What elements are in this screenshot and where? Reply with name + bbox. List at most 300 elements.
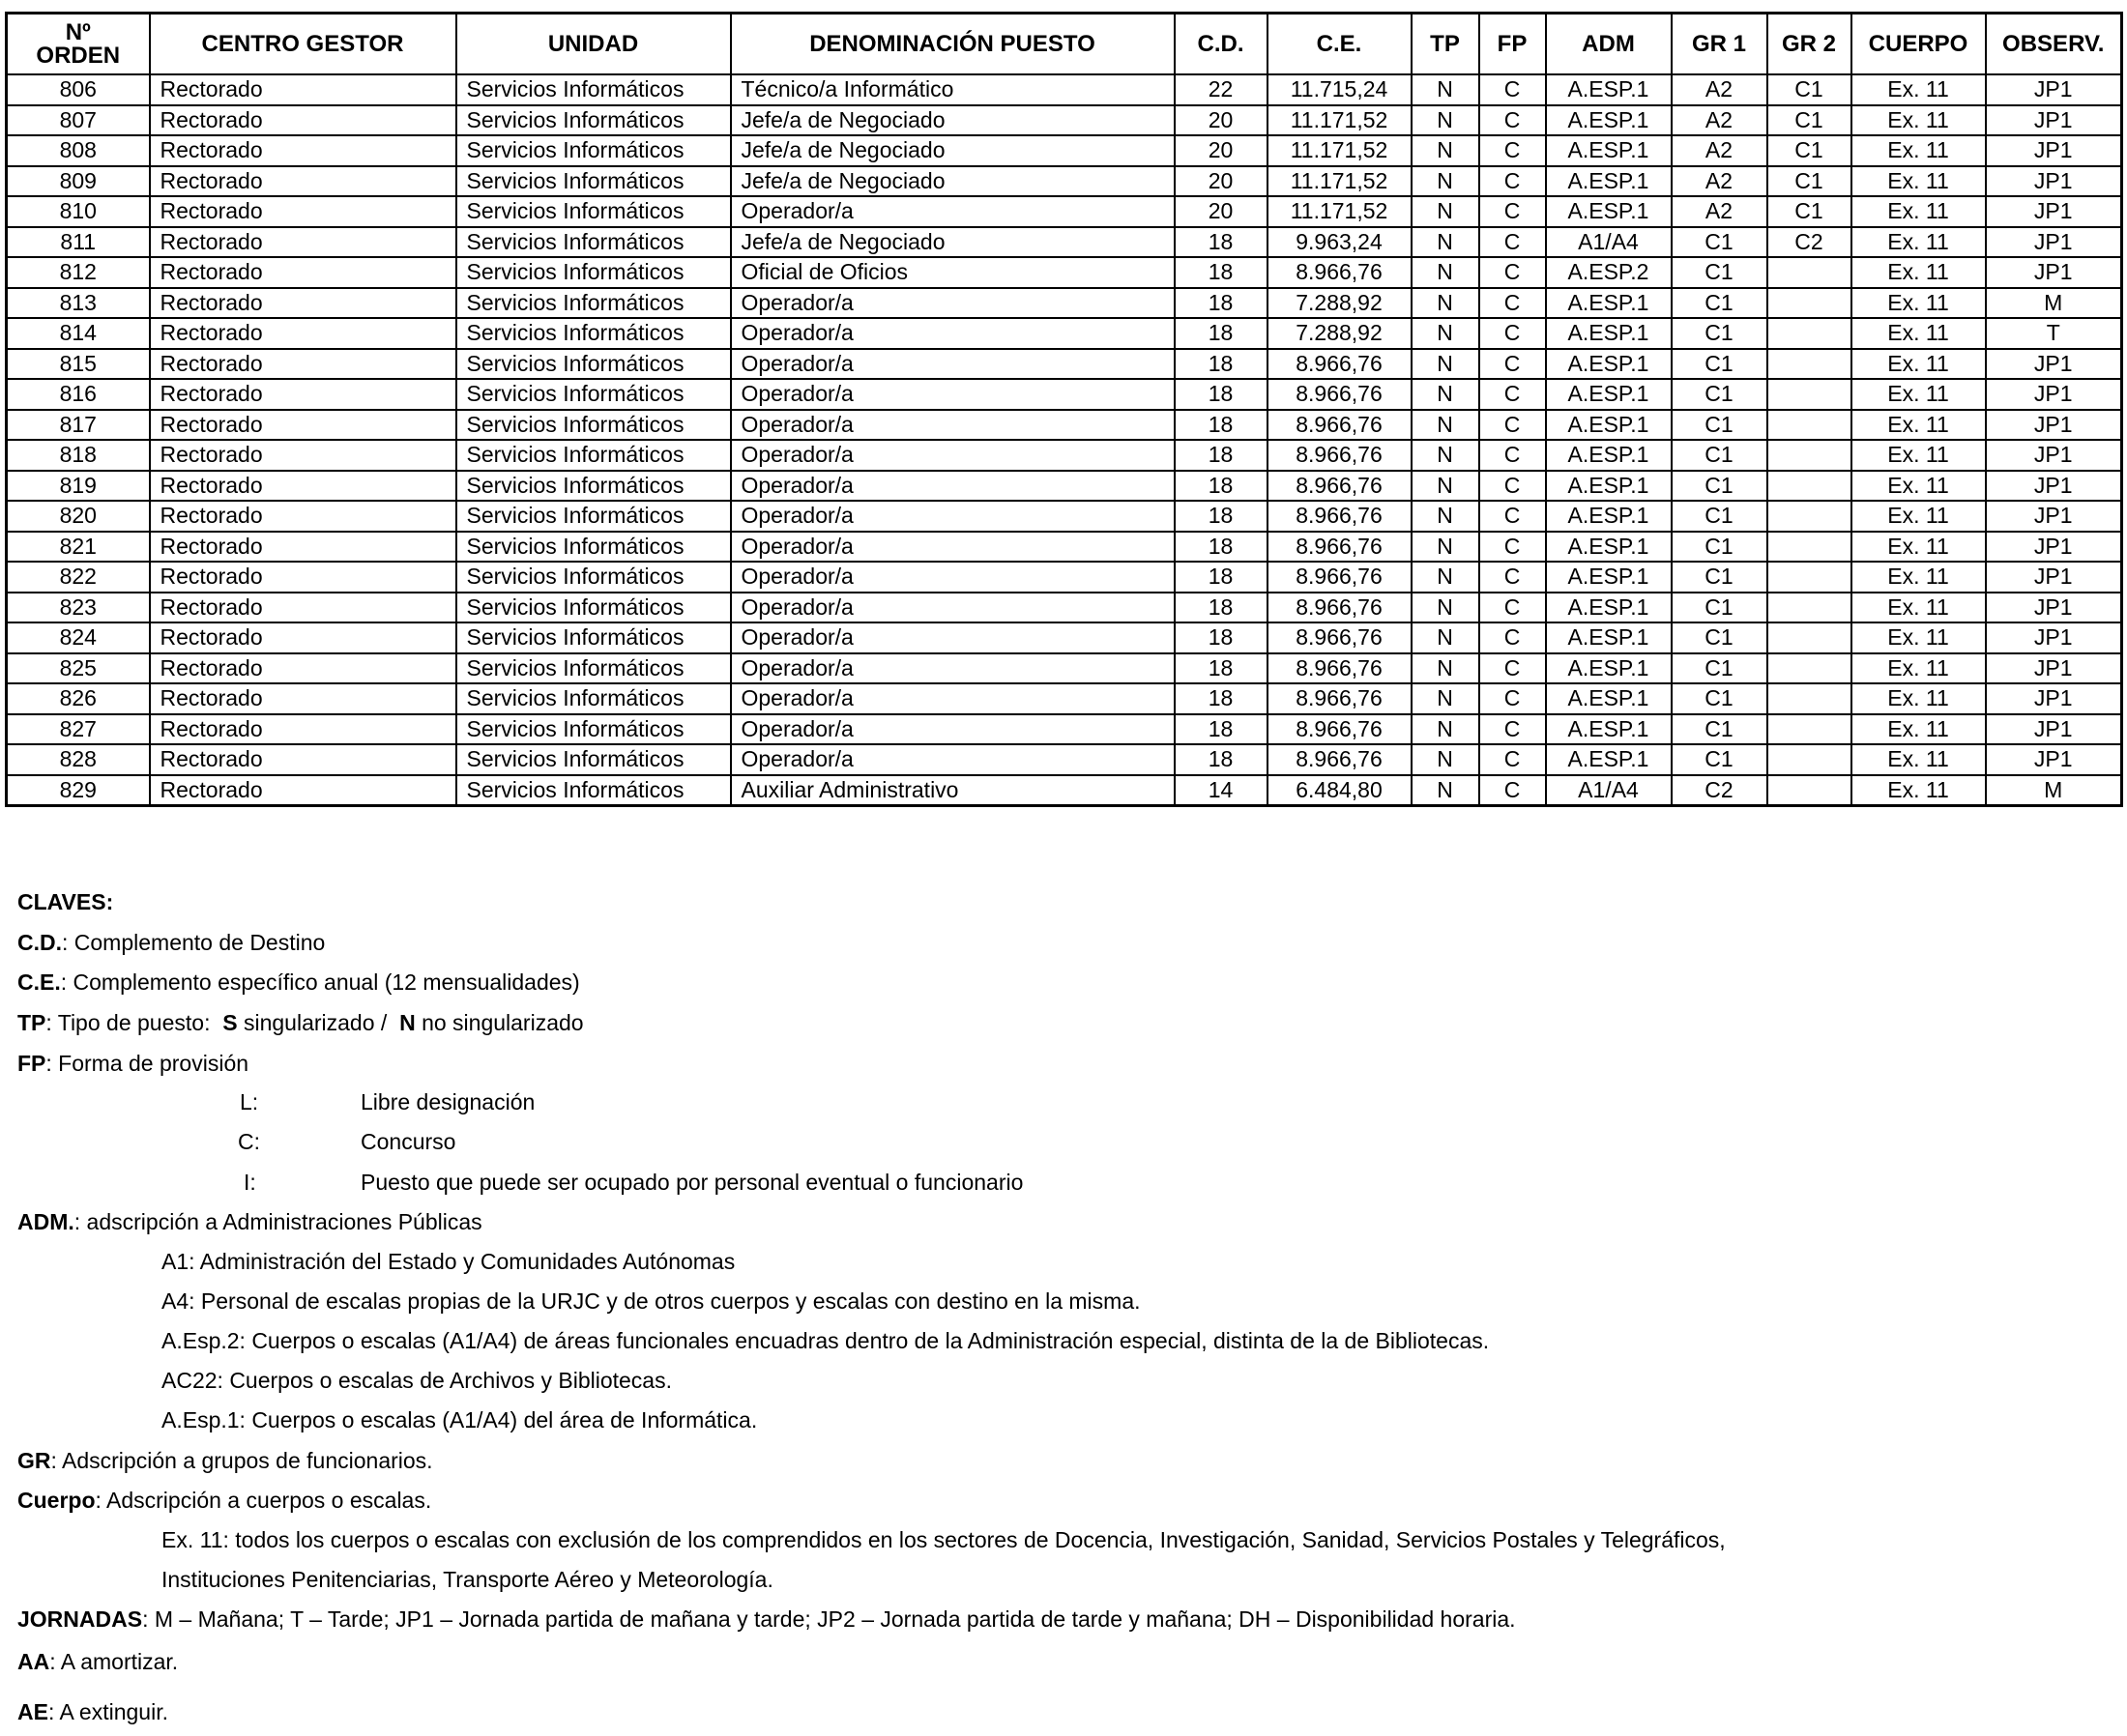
cell-cuerpo: Ex. 11	[1851, 257, 1986, 288]
cell-centro-gestor: Rectorado	[150, 532, 456, 563]
cell-gr1: C1	[1672, 227, 1767, 258]
cell-tp: N	[1412, 440, 1479, 471]
cell-unidad: Servicios Informáticos	[456, 349, 731, 380]
cell-centro-gestor: Rectorado	[150, 288, 456, 319]
cell-fp: C	[1479, 593, 1546, 623]
cell-adm: A.ESP.1	[1546, 532, 1672, 563]
cell-cuerpo: Ex. 11	[1851, 562, 1986, 593]
table-row	[7, 775, 2122, 806]
cell-tp: N	[1412, 318, 1479, 349]
cell-centro-gestor: Rectorado	[150, 74, 456, 105]
cell-cd: 18	[1175, 622, 1267, 653]
cell-fp: C	[1479, 775, 1546, 806]
table-row	[7, 683, 2122, 714]
cell-fp: C	[1479, 714, 1546, 745]
cell-cuerpo: Ex. 11	[1851, 744, 1986, 775]
cell-centro-gestor: Rectorado	[150, 135, 456, 166]
cell-unidad: Servicios Informáticos	[456, 105, 731, 136]
table-row	[7, 532, 2122, 563]
cell-centro-gestor: Rectorado	[150, 471, 456, 502]
cell-ce: 8.966,76	[1267, 257, 1412, 288]
cell-gr2	[1767, 532, 1851, 563]
cell-orden: 808	[7, 135, 150, 166]
cell-denominacion: Operador/a	[731, 593, 1175, 623]
cell-fp: C	[1479, 622, 1546, 653]
cell-gr1: C1	[1672, 349, 1767, 380]
cell-cd: 18	[1175, 257, 1267, 288]
cell-orden: 825	[7, 653, 150, 684]
cell-unidad: Servicios Informáticos	[456, 683, 731, 714]
legend-cuerpo-ex11: Ex. 11: todos los cuerpos o escalas con exclusión de los comprendidos en los sectores de Docencia, Investigación, Sanidad, Servicios Postales y Telegráficos,	[161, 1527, 1726, 1552]
cell-denominacion: Operador/a	[731, 471, 1175, 502]
cell-centro-gestor: Rectorado	[150, 744, 456, 775]
header-centro-gestor: CENTRO GESTOR	[150, 14, 456, 75]
cell-observ: JP1	[1986, 105, 2122, 136]
cell-tp: N	[1412, 288, 1479, 319]
cell-gr2	[1767, 714, 1851, 745]
cell-ce: 8.966,76	[1267, 622, 1412, 653]
cell-observ: M	[1986, 288, 2122, 319]
cell-gr1: C1	[1672, 471, 1767, 502]
cell-adm: A.ESP.1	[1546, 379, 1672, 410]
cell-adm: A.ESP.1	[1546, 562, 1672, 593]
cell-orden: 818	[7, 440, 150, 471]
cell-adm: A.ESP.1	[1546, 471, 1672, 502]
cell-observ: JP1	[1986, 74, 2122, 105]
cell-observ: JP1	[1986, 501, 2122, 532]
cell-centro-gestor: Rectorado	[150, 196, 456, 227]
cell-unidad: Servicios Informáticos	[456, 744, 731, 775]
cell-orden: 809	[7, 166, 150, 197]
cell-ce: 8.966,76	[1267, 562, 1412, 593]
positions-table	[5, 12, 2123, 807]
cell-unidad: Servicios Informáticos	[456, 135, 731, 166]
cell-cd: 22	[1175, 74, 1267, 105]
cell-observ: JP1	[1986, 410, 2122, 441]
cell-cuerpo: Ex. 11	[1851, 227, 1986, 258]
cell-denominacion: Operador/a	[731, 532, 1175, 563]
cell-centro-gestor: Rectorado	[150, 683, 456, 714]
cell-adm: A.ESP.1	[1546, 135, 1672, 166]
cell-cd: 18	[1175, 593, 1267, 623]
cell-cuerpo: Ex. 11	[1851, 653, 1986, 684]
legend-tp: TP: Tipo de puesto: S singularizado / N no singularizado	[17, 1010, 584, 1035]
cell-gr2	[1767, 622, 1851, 653]
cell-unidad: Servicios Informáticos	[456, 318, 731, 349]
cell-observ: JP1	[1986, 349, 2122, 380]
cell-ce: 8.966,76	[1267, 593, 1412, 623]
cell-observ: JP1	[1986, 135, 2122, 166]
cell-tp: N	[1412, 653, 1479, 684]
cell-orden: 820	[7, 501, 150, 532]
cell-cuerpo: Ex. 11	[1851, 775, 1986, 806]
cell-centro-gestor: Rectorado	[150, 775, 456, 806]
cell-centro-gestor: Rectorado	[150, 257, 456, 288]
cell-tp: N	[1412, 105, 1479, 136]
cell-adm: A.ESP.1	[1546, 196, 1672, 227]
cell-ce: 11.171,52	[1267, 135, 1412, 166]
legend-ce: C.E.: Complemento específico anual (12 mensualidades)	[17, 969, 580, 995]
cell-adm: A.ESP.1	[1546, 318, 1672, 349]
cell-denominacion: Jefe/a de Negociado	[731, 105, 1175, 136]
cell-tp: N	[1412, 349, 1479, 380]
cell-cuerpo: Ex. 11	[1851, 532, 1986, 563]
cell-orden: 814	[7, 318, 150, 349]
cell-unidad: Servicios Informáticos	[456, 775, 731, 806]
cell-gr2	[1767, 410, 1851, 441]
cell-unidad: Servicios Informáticos	[456, 196, 731, 227]
legend-cd: C.D.: Complemento de Destino	[17, 930, 326, 955]
legend-fp-code-c: C:	[238, 1129, 260, 1154]
table-row	[7, 593, 2122, 623]
cell-gr1: C1	[1672, 440, 1767, 471]
cell-denominacion: Operador/a	[731, 379, 1175, 410]
cell-observ: JP1	[1986, 379, 2122, 410]
cell-unidad: Servicios Informáticos	[456, 562, 731, 593]
cell-gr2: C1	[1767, 105, 1851, 136]
cell-tp: N	[1412, 562, 1479, 593]
cell-cuerpo: Ex. 11	[1851, 683, 1986, 714]
cell-centro-gestor: Rectorado	[150, 562, 456, 593]
cell-ce: 11.171,52	[1267, 166, 1412, 197]
cell-ce: 6.484,80	[1267, 775, 1412, 806]
cell-orden: 826	[7, 683, 150, 714]
cell-cd: 20	[1175, 135, 1267, 166]
cell-tp: N	[1412, 227, 1479, 258]
cell-orden: 824	[7, 622, 150, 653]
cell-gr2	[1767, 379, 1851, 410]
cell-fp: C	[1479, 379, 1546, 410]
legend-adm-aesp1: A.Esp.1: Cuerpos o escalas (A1/A4) del área de Informática.	[161, 1407, 758, 1432]
cell-cd: 20	[1175, 196, 1267, 227]
cell-denominacion: Jefe/a de Negociado	[731, 166, 1175, 197]
cell-adm: A1/A4	[1546, 775, 1672, 806]
legend-adm-ac22: AC22: Cuerpos o escalas de Archivos y Bibliotecas.	[161, 1368, 672, 1393]
cell-fp: C	[1479, 349, 1546, 380]
cell-centro-gestor: Rectorado	[150, 622, 456, 653]
cell-tp: N	[1412, 196, 1479, 227]
cell-gr1: A2	[1672, 74, 1767, 105]
cell-adm: A.ESP.1	[1546, 653, 1672, 684]
cell-ce: 8.966,76	[1267, 683, 1412, 714]
cell-unidad: Servicios Informáticos	[456, 166, 731, 197]
legend-adm-aesp2: A.Esp.2: Cuerpos o escalas (A1/A4) de áreas funcionales encuadras dentro de la Administración especial, distinta de la de Bibliotecas.	[161, 1328, 1490, 1353]
cell-gr2: C1	[1767, 74, 1851, 105]
cell-adm: A.ESP.1	[1546, 744, 1672, 775]
cell-centro-gestor: Rectorado	[150, 166, 456, 197]
cell-tp: N	[1412, 410, 1479, 441]
cell-centro-gestor: Rectorado	[150, 105, 456, 136]
cell-tp: N	[1412, 532, 1479, 563]
cell-cuerpo: Ex. 11	[1851, 410, 1986, 441]
cell-centro-gestor: Rectorado	[150, 501, 456, 532]
table-row	[7, 410, 2122, 441]
legend-cuerpo: Cuerpo: Adscripción a cuerpos o escalas.	[17, 1488, 432, 1513]
cell-gr1: C1	[1672, 744, 1767, 775]
cell-cd: 18	[1175, 410, 1267, 441]
cell-denominacion: Oficial de Oficios	[731, 257, 1175, 288]
cell-adm: A.ESP.1	[1546, 166, 1672, 197]
cell-gr2	[1767, 775, 1851, 806]
cell-adm: A.ESP.1	[1546, 593, 1672, 623]
legend-adm-a1: A1: Administración del Estado y Comunidades Autónomas	[161, 1249, 736, 1274]
table-row	[7, 105, 2122, 136]
table-row	[7, 714, 2122, 745]
cell-adm: A.ESP.1	[1546, 714, 1672, 745]
legend-aa: AA: A amortizar.	[17, 1649, 179, 1674]
cell-cd: 18	[1175, 562, 1267, 593]
table-row	[7, 744, 2122, 775]
table-row	[7, 471, 2122, 502]
cell-gr2	[1767, 653, 1851, 684]
cell-centro-gestor: Rectorado	[150, 653, 456, 684]
cell-adm: A.ESP.1	[1546, 440, 1672, 471]
cell-gr2: C1	[1767, 135, 1851, 166]
cell-ce: 11.171,52	[1267, 196, 1412, 227]
cell-fp: C	[1479, 166, 1546, 197]
legend-fp-desc-i: Puesto que puede ser ocupado por personal eventual o funcionario	[361, 1170, 1024, 1195]
cell-gr1: C1	[1672, 562, 1767, 593]
header-cuerpo: CUERPO	[1851, 14, 1986, 75]
cell-gr2	[1767, 318, 1851, 349]
cell-cuerpo: Ex. 11	[1851, 593, 1986, 623]
legend-adm-a4: A4: Personal de escalas propias de la URJC y de otros cuerpos y escalas con destino en la misma.	[161, 1288, 1141, 1314]
cell-ce: 7.288,92	[1267, 288, 1412, 319]
cell-observ: JP1	[1986, 683, 2122, 714]
cell-orden: 810	[7, 196, 150, 227]
cell-cd: 18	[1175, 288, 1267, 319]
cell-fp: C	[1479, 562, 1546, 593]
cell-cd: 18	[1175, 440, 1267, 471]
cell-cd: 18	[1175, 227, 1267, 258]
cell-fp: C	[1479, 196, 1546, 227]
cell-unidad: Servicios Informáticos	[456, 532, 731, 563]
cell-cuerpo: Ex. 11	[1851, 135, 1986, 166]
table-row	[7, 349, 2122, 380]
cell-denominacion: Operador/a	[731, 410, 1175, 441]
cell-gr1: C1	[1672, 379, 1767, 410]
legend-fp-code-l: L:	[240, 1089, 259, 1114]
table-row	[7, 501, 2122, 532]
cell-cuerpo: Ex. 11	[1851, 714, 1986, 745]
cell-centro-gestor: Rectorado	[150, 379, 456, 410]
header-tp: TP	[1412, 14, 1479, 75]
cell-cuerpo: Ex. 11	[1851, 74, 1986, 105]
cell-gr1: C1	[1672, 288, 1767, 319]
cell-fp: C	[1479, 744, 1546, 775]
cell-adm: A.ESP.1	[1546, 622, 1672, 653]
cell-adm: A.ESP.1	[1546, 410, 1672, 441]
cell-orden: 821	[7, 532, 150, 563]
cell-tp: N	[1412, 744, 1479, 775]
cell-cuerpo: Ex. 11	[1851, 105, 1986, 136]
cell-observ: JP1	[1986, 562, 2122, 593]
cell-observ: JP1	[1986, 744, 2122, 775]
cell-unidad: Servicios Informáticos	[456, 471, 731, 502]
cell-gr1: A2	[1672, 135, 1767, 166]
cell-gr2	[1767, 593, 1851, 623]
cell-unidad: Servicios Informáticos	[456, 622, 731, 653]
table-body	[7, 74, 2122, 806]
cell-cd: 18	[1175, 683, 1267, 714]
cell-denominacion: Operador/a	[731, 622, 1175, 653]
cell-observ: T	[1986, 318, 2122, 349]
cell-orden: 823	[7, 593, 150, 623]
cell-gr1: C1	[1672, 532, 1767, 563]
cell-unidad: Servicios Informáticos	[456, 379, 731, 410]
header-fp: FP	[1479, 14, 1546, 75]
legend-fp-desc-c: Concurso	[361, 1129, 456, 1154]
cell-tp: N	[1412, 257, 1479, 288]
header-ce: C.E.	[1267, 14, 1412, 75]
header-observ: OBSERV.	[1986, 14, 2122, 75]
cell-fp: C	[1479, 74, 1546, 105]
table-row	[7, 440, 2122, 471]
table-row	[7, 379, 2122, 410]
cell-orden: 816	[7, 379, 150, 410]
cell-cuerpo: Ex. 11	[1851, 379, 1986, 410]
cell-adm: A.ESP.1	[1546, 349, 1672, 380]
header-gr2: GR 2	[1767, 14, 1851, 75]
cell-adm: A.ESP.1	[1546, 74, 1672, 105]
cell-cuerpo: Ex. 11	[1851, 166, 1986, 197]
cell-gr1: C2	[1672, 775, 1767, 806]
cell-observ: JP1	[1986, 257, 2122, 288]
cell-tp: N	[1412, 775, 1479, 806]
legend-title: CLAVES:	[17, 889, 114, 914]
cell-orden: 811	[7, 227, 150, 258]
cell-gr1: C1	[1672, 318, 1767, 349]
cell-unidad: Servicios Informáticos	[456, 501, 731, 532]
cell-fp: C	[1479, 683, 1546, 714]
table-row	[7, 562, 2122, 593]
cell-denominacion: Operador/a	[731, 440, 1175, 471]
cell-cuerpo: Ex. 11	[1851, 196, 1986, 227]
cell-denominacion: Operador/a	[731, 562, 1175, 593]
cell-gr1: C1	[1672, 714, 1767, 745]
cell-observ: JP1	[1986, 532, 2122, 563]
cell-observ: JP1	[1986, 166, 2122, 197]
cell-orden: 807	[7, 105, 150, 136]
cell-orden: 827	[7, 714, 150, 745]
cell-centro-gestor: Rectorado	[150, 318, 456, 349]
cell-unidad: Servicios Informáticos	[456, 288, 731, 319]
cell-cd: 14	[1175, 775, 1267, 806]
cell-observ: JP1	[1986, 714, 2122, 745]
cell-fp: C	[1479, 471, 1546, 502]
cell-observ: JP1	[1986, 471, 2122, 502]
cell-ce: 8.966,76	[1267, 653, 1412, 684]
table-row	[7, 166, 2122, 197]
cell-unidad: Servicios Informáticos	[456, 410, 731, 441]
cell-gr1: C1	[1672, 257, 1767, 288]
cell-centro-gestor: Rectorado	[150, 410, 456, 441]
cell-orden: 828	[7, 744, 150, 775]
cell-unidad: Servicios Informáticos	[456, 257, 731, 288]
cell-observ: JP1	[1986, 227, 2122, 258]
cell-ce: 8.966,76	[1267, 440, 1412, 471]
cell-ce: 8.966,76	[1267, 349, 1412, 380]
cell-denominacion: Auxiliar Administrativo	[731, 775, 1175, 806]
cell-observ: JP1	[1986, 440, 2122, 471]
cell-gr2	[1767, 471, 1851, 502]
cell-cuerpo: Ex. 11	[1851, 349, 1986, 380]
cell-denominacion: Operador/a	[731, 501, 1175, 532]
cell-gr2	[1767, 349, 1851, 380]
cell-gr2: C2	[1767, 227, 1851, 258]
cell-cd: 18	[1175, 714, 1267, 745]
cell-gr2	[1767, 501, 1851, 532]
cell-cd: 18	[1175, 744, 1267, 775]
header-unidad: UNIDAD	[456, 14, 731, 75]
cell-denominacion: Operador/a	[731, 349, 1175, 380]
cell-adm: A.ESP.1	[1546, 501, 1672, 532]
cell-gr1: A2	[1672, 196, 1767, 227]
cell-tp: N	[1412, 74, 1479, 105]
cell-fp: C	[1479, 532, 1546, 563]
cell-orden: 819	[7, 471, 150, 502]
table-row	[7, 227, 2122, 258]
cell-gr1: C1	[1672, 653, 1767, 684]
cell-ce: 8.966,76	[1267, 471, 1412, 502]
cell-orden: 822	[7, 562, 150, 593]
cell-cd: 18	[1175, 318, 1267, 349]
cell-cuerpo: Ex. 11	[1851, 471, 1986, 502]
legend-fp: FP: Forma de provisión	[17, 1051, 249, 1076]
cell-orden: 829	[7, 775, 150, 806]
cell-cd: 18	[1175, 532, 1267, 563]
table-header	[7, 14, 2122, 75]
cell-ce: 11.171,52	[1267, 105, 1412, 136]
legend-cuerpo-ex11-cont: Instituciones Penitenciarias, Transporte Aéreo y Meteorología.	[161, 1567, 773, 1592]
cell-cd: 18	[1175, 349, 1267, 380]
cell-fp: C	[1479, 257, 1546, 288]
cell-unidad: Servicios Informáticos	[456, 74, 731, 105]
cell-adm: A.ESP.1	[1546, 288, 1672, 319]
table-row	[7, 196, 2122, 227]
cell-gr1: C1	[1672, 593, 1767, 623]
cell-tp: N	[1412, 593, 1479, 623]
cell-gr1: C1	[1672, 410, 1767, 441]
cell-tp: N	[1412, 135, 1479, 166]
cell-cd: 20	[1175, 105, 1267, 136]
cell-orden: 815	[7, 349, 150, 380]
cell-unidad: Servicios Informáticos	[456, 653, 731, 684]
cell-gr2	[1767, 257, 1851, 288]
header-orden: Nº ORDEN	[7, 14, 150, 75]
cell-denominacion: Operador/a	[731, 196, 1175, 227]
cell-ce: 8.966,76	[1267, 532, 1412, 563]
cell-ce: 8.966,76	[1267, 410, 1412, 441]
cell-cd: 18	[1175, 501, 1267, 532]
cell-fp: C	[1479, 501, 1546, 532]
cell-gr1: A2	[1672, 105, 1767, 136]
legend-fp-desc-l: Libre designación	[361, 1089, 536, 1114]
cell-gr2	[1767, 288, 1851, 319]
cell-gr2: C1	[1767, 196, 1851, 227]
cell-fp: C	[1479, 318, 1546, 349]
cell-ce: 9.963,24	[1267, 227, 1412, 258]
cell-adm: A1/A4	[1546, 227, 1672, 258]
header-adm: ADM	[1546, 14, 1672, 75]
cell-observ: JP1	[1986, 593, 2122, 623]
table-row	[7, 74, 2122, 105]
cell-cd: 18	[1175, 471, 1267, 502]
cell-cd: 20	[1175, 166, 1267, 197]
cell-denominacion: Jefe/a de Negociado	[731, 135, 1175, 166]
cell-adm: A.ESP.1	[1546, 105, 1672, 136]
cell-orden: 806	[7, 74, 150, 105]
